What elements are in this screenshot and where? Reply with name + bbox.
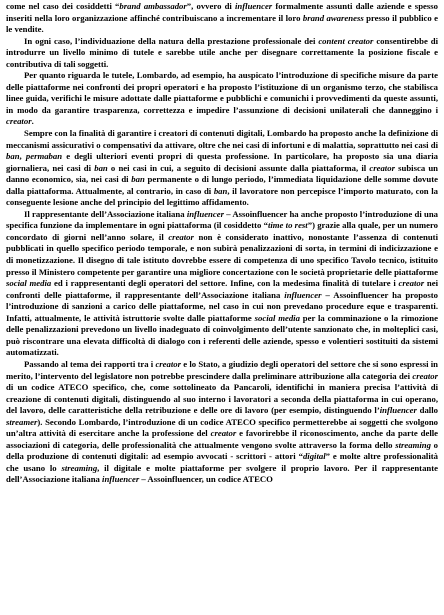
italic-term: creator xyxy=(155,358,182,369)
text-run: , xyxy=(19,151,26,162)
text-run: , il lavoratore non percepisce l’importo maturato, con la conseguente lesione anche del principio del legittimo affidamento. xyxy=(6,185,438,208)
italic-term: creator xyxy=(412,370,438,381)
text-run: ”, ovvero di xyxy=(186,1,236,11)
text-run: consentirebbe di introdurre un livello minimo di tutele e sarebbe utile anche per disegnare correttamente la posizione fiscale e contributiva di tali soggetti. xyxy=(6,35,438,69)
text-run: Passando al tema dei rapporti tra i xyxy=(24,358,156,369)
text-run: Sempre con la finalità di garantire i creatori di contenuti digitali, Lombardo ha proposto anche la definizione di meccanismi assicurativi o compensativi da attivare, oltre che nei casi di infortuni e di malattia, soprattutto nei casi di xyxy=(6,128,438,150)
italic-term: influencer xyxy=(186,208,224,219)
text-run: nei confronti delle piattaforme, il rappresentante dell’Associazione italiana xyxy=(6,278,438,300)
italic-term: influencer xyxy=(235,1,273,11)
italic-term: content creator xyxy=(318,35,374,46)
italic-term: ban xyxy=(6,151,20,162)
text-run: non è considerato inattivo, nonostante l’assenza di contenuti pubblicati in quello specifico periodo temporale, e non subirà penalizzazioni di sorta, in termini di indicizzazione e di monetizzazione. Il disegno di tale istituto dovrebbe essere di competenza di uno specifico Tavolo tecnico, istituito presso il Ministero competente per garantire una migliore concertazione con le società proprietarie delle piattaforme xyxy=(6,231,438,277)
italic-term: social media xyxy=(6,278,52,289)
text-run: – Assoinfluencer ha anche proposto l’introduzione di una specifica funzione da implementare in ogni piattaforma (il cosiddetto “ xyxy=(6,208,438,231)
paragraph-1 xyxy=(6,1,438,36)
paragraph-5 xyxy=(6,209,438,359)
text-run: e degli ulteriori eventi propri di questa professione. In particolare, ha proposto sia una diaria giornaliera, nei casi di xyxy=(6,151,439,173)
text-run: Il rappresentante dell’Associazione italiana xyxy=(24,208,187,219)
italic-term: ban xyxy=(94,162,108,173)
text-run: ” e molte altre professionalità che usano lo xyxy=(6,451,438,473)
italic-term: ban xyxy=(131,174,145,185)
italic-term: streaming xyxy=(395,439,431,450)
italic-term: brand awareness xyxy=(302,12,364,23)
italic-term: creator xyxy=(369,162,395,173)
text-run: Per quanto riguarda le tutele, Lombardo, ad esempio, ha auspicato l’introduzione di specifiche misure da parte delle piattaforme nei confronti dei propri operatori e ha proposto l’istituzione di un organismo terzo, che stabilisca linee guida, verifichi le misure adottate dalle piattaforme e pubblichi e comunichi i provvedimenti da queste assunti, in modo da garantire trasparenza, correttezza e impedire l’assunzione di decisioni unilaterali che danneggino i xyxy=(6,70,438,115)
italic-term: streaming xyxy=(61,462,98,473)
text-run: subisca un danno economico, sia, nei casi di xyxy=(6,162,438,185)
text-run: . xyxy=(31,116,34,127)
paragraph-2 xyxy=(6,36,438,71)
text-run: e favorirebbe il riconoscimento, anche da parte delle associazioni di categoria, delle professionalità che attualmente vengono svolte attraverso la forma dello xyxy=(6,428,438,450)
italic-term: creator xyxy=(398,278,425,289)
italic-term: brand ambassador xyxy=(119,1,187,11)
text-run: presso il pubblico e le vendite. xyxy=(6,12,438,35)
italic-term: digital xyxy=(302,451,326,462)
text-run: o della produzione di contenuti digitali: ad esempio avvocati - scrittori - attori “ xyxy=(6,439,438,462)
text-run: – Assoinfluencer ha proposto l’introduzione di sanzioni a carico delle piattaforme, nel caso in cui non prevedano procedure eque e trasparenti. Infatti, attualmente, le attività istruttorie svolte dalle piattaforme xyxy=(6,289,438,323)
italic-term: influencer xyxy=(102,474,140,485)
italic-term: streamer xyxy=(6,416,38,427)
text-run: per la comminazione o la rimozione delle penalizzazioni prevedono un livello inadeguato di coinvolgimento dell’utente sanzionato che, in molteplici casi, può riscontrare una elevata difficoltà di dialogo con i referenti delle aziende, spesso e volentieri sostituiti da sistemi automatizzati. xyxy=(6,312,438,358)
text-run: come nel caso dei cosiddetti “ xyxy=(6,1,120,11)
italic-term: creator xyxy=(168,231,194,242)
italic-term: creator xyxy=(210,428,237,439)
italic-term: creator xyxy=(6,116,32,127)
italic-term: influencer xyxy=(284,289,322,300)
paragraph-3 xyxy=(6,70,438,128)
italic-term: permaban xyxy=(25,151,63,162)
text-run: o nei casi in cui, a seguito di decisioni assunte dalla piattaforma, il xyxy=(107,162,370,173)
text-run: In ogni caso, l’individuazione della natura della prestazione professionale dei xyxy=(24,35,319,46)
italic-term: social media xyxy=(254,312,300,323)
text-run: di un codice ATECO specifico, che, come sottolineato da Pancaroli, identifichi in maniera precisa l’attività di creazione di contenuti digitali, distinguendo al suo interno i lavoratori a seconda della piattaforma in cui operano, del lavoro, delle caratteristiche della retribuzione e delle ore di lavoro (per esempio, distinguendo l’ xyxy=(6,382,438,416)
text-run: ”) grazie alla quale, per un numero concordato di giorni nell’anno solare, il xyxy=(6,220,438,242)
text-run: formalmente assunti dalle aziende e spesso inseriti nella loro organizzazione affinché contribuiscano a incrementare il loro xyxy=(6,1,438,23)
text-run: dallo xyxy=(416,405,438,416)
italic-term: influencer xyxy=(379,405,417,416)
text-run: – Assoinfluencer, un codice ATECO xyxy=(139,474,273,485)
text-run: , il digitale e molte piattaforme per svolgere il proprio lavoro. Per il rappresentante dell’Associazione italiana xyxy=(6,462,438,485)
text-run: permanente o di lungo periodo, l’immediata liquidazione delle somme dovute dalla piattaforma. Attualmente, al contrario, in caso di xyxy=(6,174,438,196)
text-run: e lo Stato, a giudizio degli operatori del settore che si sono espressi in merito, l’intervento del legislatore non potrebbe prescindere dalla preliminare attribuzione alla categoria dei xyxy=(6,358,439,381)
text-run: ed i rappresentanti degli operatori del settore. Infine, con la medesima finalità di tutelare i xyxy=(51,278,399,289)
paragraph-6 xyxy=(6,359,438,486)
text-run: ). Secondo Lombardo, l’introduzione di un codice ATECO specifico permetterebbe ai soggetti che svolgono un’altra attività di esercitare anche la professione del xyxy=(6,416,438,439)
italic-term: ban xyxy=(213,185,228,196)
italic-term: time to rest xyxy=(267,220,308,231)
paragraph-4 xyxy=(6,128,438,209)
